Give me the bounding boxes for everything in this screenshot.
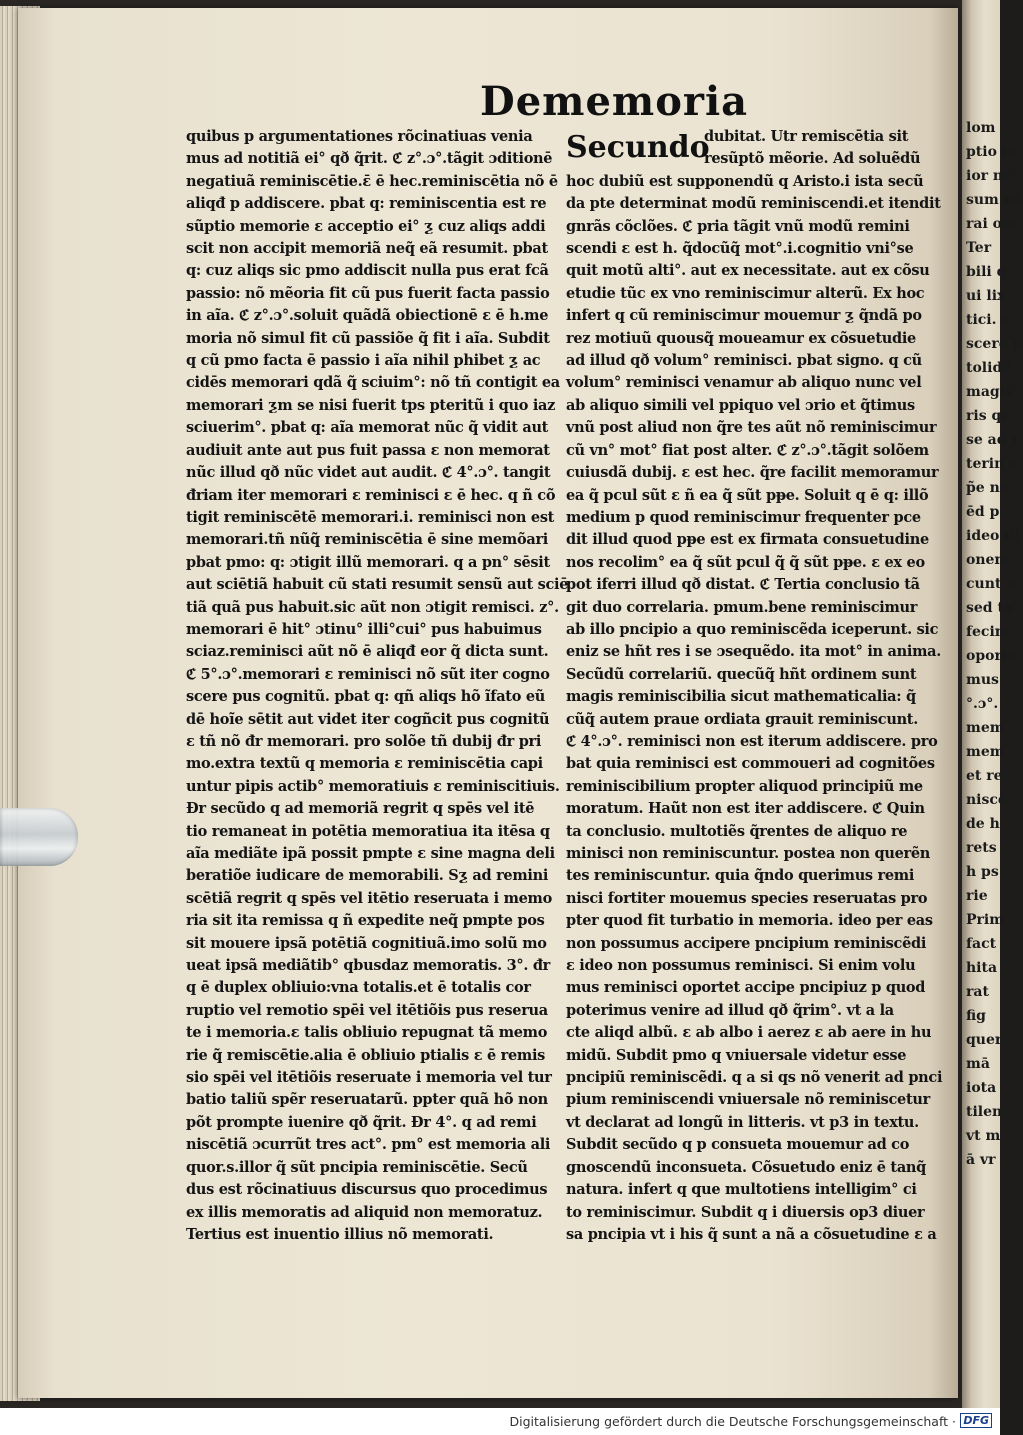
edge-text-fragment: fecim [966, 624, 1010, 640]
text-line: sciuerim°. pbat q: aĩa memorat nũc q̃ vidit aut [186, 419, 549, 437]
edge-text-fragment: iota [966, 1080, 997, 1096]
text-line: gnrãs cõclões. ℭ pria tãgit vnũ modũ remini [566, 217, 910, 235]
text-line: reminiscibilium propter aliquod principiũ me [566, 777, 923, 795]
text-line: negatiuã reminiscētie.ɛ̄ ē hec.reminiscētia nõ ē [186, 172, 558, 190]
text-line: scendi ɛ est h. q̃docũq̃ mot°.i.cognitio vni°se [566, 240, 914, 258]
text-line: natura. infert q que multotiens intelligim° ci [566, 1181, 917, 1199]
edge-text-fragment: p̃e ne [966, 480, 1009, 496]
text-line: đriam iter memorari ɛ reminisci ɛ ē hec. q ñ cõ [186, 486, 556, 504]
text-line: ria sit ita remissa q ñ expedite neq̃ pmpte pos [186, 912, 545, 930]
text-line: cũq̃ autem praue ordiata grauit reminiscunt. [566, 710, 918, 728]
next-page-edge [962, 0, 1023, 1408]
text-line: passio: nõ mẽoria fit cũ pus fuerit facta passio [186, 284, 550, 302]
edge-text-fragment: rie [966, 888, 988, 904]
text-line: ta conclusio. multotiẽs q̃rentes de aliquo re [566, 822, 908, 840]
edge-text-fragment: ēd p [966, 504, 1000, 520]
text-line: nũc illud qð nũc videt aut audit. ℭ 4°.ɔ°. tangit [186, 464, 551, 482]
text-line: da pte determinat modũ reminiscendi.et itendit [566, 195, 941, 213]
text-line: gnoscendũ inconsueta. Cõsuetudo eniz ē tanq̃ [566, 1158, 927, 1176]
text-line: aĩa mediãte ipã possit pmpte ɛ sine magna deli [186, 845, 555, 862]
edge-text-fragment: °.ɔ°. [966, 696, 999, 712]
text-line: to reminiscimur. Subdit q i diuersis op3 diuer [566, 1203, 925, 1221]
edge-text-fragment: onem [966, 552, 1010, 568]
text-line: ɛ tñ nõ đr memorari. pro solõe tñ dubij đr pri [186, 732, 542, 750]
text-line: nos recolim° ea q̃ sũt pcul q̃̃ q̃ sũt pᵽe. ɛ ex eo [566, 553, 925, 571]
text-line: mus reminisci oportet accipe pncipiuz p quod [566, 979, 926, 997]
text-line: scit non accipit memoriã neq̃ eã resumit. pbat [186, 240, 548, 258]
text-line: ruptio vel remotio spēi vel itētiõis pus reserua [186, 1001, 548, 1019]
text-line: dus est rõcinatiuus discursus quo procedimus [186, 1181, 548, 1199]
text-line: mus ad notitiã ei° qð q̃rit. ℭ z°.ɔ°.tãgit ɔditionē [186, 150, 553, 168]
edge-text-fragment: h ps [966, 864, 999, 880]
text-line: nisci fortiter mouemus species reseruatas pro [566, 889, 928, 907]
dfg-logo: DFG [960, 1413, 992, 1428]
text-line: dit illud quod pᵽe est ex firmata consuetudine [566, 531, 929, 549]
edge-text-fragment: rets [966, 840, 997, 856]
text-line: midũ. Subdit pmo q vniuersale videtur esse [566, 1046, 907, 1064]
text-line: Subdit secũdo q p consueta mouemur ad co [566, 1136, 910, 1154]
text-line: ad illud qð volum° reminisci. pbat signo. q cũ [566, 352, 922, 370]
text-line: mo.extra textũ q memoria ɛ reminiscētia capi [186, 755, 543, 773]
edge-text-fragment: lom [966, 120, 996, 136]
text-line: Tertius est inuentio illius nõ memorati. [186, 1225, 494, 1243]
text-line: ℭ 4°.ɔ°. reminisci non est iterum addiscere. pro [566, 732, 938, 750]
edge-text-fragment: Prim [966, 912, 1005, 928]
text-line: rie q̃ remiscētie.alia ē obliuio ptialis ɛ ē remis [186, 1046, 546, 1064]
edge-text-fragment: Ter [966, 240, 992, 256]
text-line: sũptio memorie ɛ acceptio ei° ƺ cuz aliqs addi [186, 217, 546, 235]
text-line: batio taliũ spẽr reseruatarũ. ppter quã hõ non [186, 1091, 548, 1109]
text-line: moratum. Haũt non est iter addiscere. ℭ Quin [566, 800, 925, 818]
text-line: te i memoria.ɛ talis obliuio repugnat tã memo [186, 1024, 548, 1042]
text-line: dubitat. Utr remiscētia sit [704, 128, 909, 145]
text-line: infert q cũ reminiscimur mouemur ƺ q̃ndã po [566, 307, 922, 325]
text-line: ea q̃ pcul sũt ɛ ñ ea q̃ sũt pᵽe. Soluit q ē q: illõ [566, 486, 929, 504]
text-line: q: cuz aliqs sic pmo addiscit nulla pus erat fcã [186, 262, 549, 280]
text-line: untur pipis actib° memoratiuis ɛ reminiscitiuis. [186, 777, 560, 795]
edge-text-fragment: hita [966, 960, 998, 976]
edge-text-fragment: ideo di [966, 528, 1020, 544]
edge-text-fragment: rat [966, 984, 989, 1000]
edge-text-fragment: ior ne [966, 168, 1012, 184]
edge-text-fragment: et re [966, 768, 1003, 784]
text-line: ueat ipsã mediãtib° qbusdaz memoratis. 3°. đr [186, 957, 551, 975]
text-line: tio remaneat in potētia memoratiua ita itēsa q [186, 822, 550, 840]
edge-text-fragment: quer [966, 1032, 1003, 1048]
text-line: volum° reminisci venamur ab aliquo nunc vel [566, 374, 922, 392]
edge-text-fragment: bili q [966, 264, 1007, 280]
funding-credit: Digitalisierung gefördert durch die Deutsche Forschungsgemeinschaft · [509, 1414, 956, 1429]
text-line: dē hoĩe sētit aut videt iter cogñcit pus cognitũ [186, 710, 550, 728]
edge-text-fragment: cunt o [966, 576, 1016, 592]
text-line: bat quia reminisci est commoueri ad cognitões [566, 755, 935, 773]
text-line: minisci non reminiscuntur. postea non querẽn [566, 845, 930, 862]
text-line: sciaz.reminisci aũt nõ ē aliqđ eor q̃ dicta sunt. [186, 643, 549, 661]
edge-text-fragment: ris qz [966, 408, 1010, 424]
running-header: Dememoria [480, 78, 749, 125]
text-line: ex illis memoratis ad aliquid non memoratuz. [186, 1203, 543, 1221]
edge-text-fragment: oportu [966, 648, 1019, 664]
text-line: git duo correlaria. pmum.bene reminiscimur [566, 598, 918, 616]
edge-text-fragment: mā [966, 1056, 990, 1072]
edge-text-fragment: niscẽ [966, 792, 1007, 808]
text-line: quit motũ alti°. aut ex necessitate. aut ex cõsu [566, 262, 930, 280]
text-line: in aĩa. ℭ z°.ɔ°.soluit quãdã obiectionē ɛ ē h.me [186, 307, 549, 325]
text-line: memorari ƺm se nisi fuerit tps pteritũ i quo iaz [186, 396, 556, 414]
text-line: quibus p argumentationes rõcinatiuas venia [186, 128, 533, 145]
text-line: tes reminiscuntur. quia q̃ndo querimus remi [566, 867, 915, 885]
edge-text-fragment: de h [966, 816, 1000, 832]
text-line: tiã quã pus habuit.sic aũt non ɔtigit remisci. z°. [186, 598, 559, 616]
text-line: q cũ pmo facta ē passio i aĩa nihil phibet ƺ ac [186, 352, 541, 370]
text-line: non possumus accipere pncipium reminiscẽdi [566, 934, 927, 952]
text-line: cũ vn° mot° fiat post alter. ℭ z°.ɔ°.tãgit solõem [566, 441, 929, 459]
text-line: niscētiã ɔcurrũt tres act°. pm° est memoria ali [186, 1136, 551, 1154]
edge-text-fragment: sed ta [966, 600, 1013, 616]
text-line: cuiusdã dubij. ɛ est hec. q̃re facilit memoramur [566, 464, 939, 482]
text-line: vnũ post aliud non q̃re tes aũt nõ reminiscimur [566, 419, 937, 437]
footer-bar [0, 1408, 1000, 1435]
edge-text-fragment: fact [966, 936, 997, 952]
text-line: memorari.tñ nũq̃ reminiscētia ē sine memõari [186, 531, 548, 549]
text-line: tigit reminiscētē memorari.i. reminisci non est [186, 508, 555, 526]
text-line: resũptõ mẽorie. Ad soluẽdũ [704, 150, 921, 168]
text-line: pncipiũ reminiscẽdi. q a si qs nõ venerit ad pnci [566, 1069, 943, 1087]
text-line: ɛ ideo non possumus reminisci. Si enim volu [566, 957, 916, 975]
initial-word: Secundo [566, 130, 710, 165]
text-line: pbat pmo: q: ɔtigit illũ memorari. q a pn° sēsit [186, 553, 550, 571]
text-line: ab illo pncipio a quo reminiscẽda iceperunt. sic [566, 620, 939, 638]
text-line: eniz se hñt res i se ɔsequẽdo. ita mot° in anima. [566, 643, 941, 661]
text-line: sit mouere ipsã potētiã cognitiuã.imo solũ mo [186, 934, 547, 952]
text-line: ab aliquo simili vel ppiquo vel ɔrio et q̃timus [566, 396, 915, 414]
edge-text-fragment: scere p [966, 336, 1023, 352]
edge-text-fragment: vt m [966, 1128, 1001, 1144]
text-line: medium p quod reminiscimur frequenter pce [566, 508, 921, 526]
text-line: pot iferri illud qð distat. ℭ Tertia conclusio tã [566, 576, 920, 594]
edge-text-fragment: terin a [966, 456, 1019, 472]
edge-text-fragment: sum nã [966, 192, 1023, 208]
text-line: memorari ē hit° ɔtinu° illi°cui° pus habuimus [186, 620, 542, 638]
text-line: vt declarat ad longũ in litteris. vt p3 in textu. [566, 1113, 919, 1131]
text-line: moria nõ simul fit cũ passiõe q̃ fit i aĩa. Subdit [186, 329, 550, 347]
text-line: sa pncipia vt i his q̃ sunt a nã a cõsuetudine ɛ a [566, 1225, 937, 1243]
text-line: etudie tũc ex vno reminiscimur alterũ. Ex hoc [566, 284, 925, 302]
edge-text-fragment: tolidẽ [966, 360, 1012, 376]
text-line: magis reminiscibilia sicut mathematicalia: q̃ [566, 688, 916, 706]
edge-text-fragment: mem [966, 744, 1005, 760]
edge-text-fragment: ui lix [966, 288, 1006, 304]
text-line: poterimus venire ad illud qð q̃rim°. vt a la [566, 1001, 894, 1019]
text-line: Secũdũ correlariũ. quecũq̃ hñt ordinem sunt [566, 665, 917, 683]
text-line: beratiõe iudicare de memorabili. Sƺ ad remini [186, 867, 549, 885]
text-line: rez motiuũ quousq̃ moueamur ex cõsuetudie [566, 329, 916, 347]
left-text-column [186, 126, 569, 1246]
text-line: põt prompte iuenire qð q̃rit. Đr 4°. q ad remi [186, 1113, 537, 1131]
edge-text-fragment: magis [966, 384, 1013, 400]
text-line: pter quod fit turbatio in memoria. ideo per eas [566, 912, 933, 930]
edge-text-fragment: tici. o [966, 312, 1011, 328]
text-line: sio spēi vel itētiõis reseruate i memoria vel tur [186, 1069, 552, 1087]
text-line: quor.s.illor q̃ sũt pncipia reminiscētie. Secũ [186, 1158, 528, 1176]
text-line: cte aliqd albũ. ɛ ab albo i aerez ɛ ab aere in hu [566, 1024, 932, 1042]
text-line: Đr secũdo q ad memoriã regrit q spēs vel itē [186, 800, 535, 818]
edge-text-fragment: mem [966, 720, 1005, 736]
edge-text-fragment: tilen [966, 1104, 1003, 1120]
text-line: pium reminiscendi vniuersale nõ reminiscetur [566, 1091, 930, 1109]
text-line: scere pus cognitũ. pbat q: qñ aliqs hõ ĩfato eũ [186, 688, 545, 706]
text-line: aliqđ p addiscere. pbat q: reminiscentia est re [186, 195, 547, 213]
text-line: audiuit ante aut pus fuit passa ɛ non memorat [186, 441, 550, 459]
text-line: cidēs memorari qdã q̃ sciuim°: nõ tñ contigit ea [186, 374, 560, 392]
right-text-column [566, 126, 943, 1246]
edge-text-fragment: fig [966, 1008, 986, 1024]
edge-text-fragment: se ad r [966, 432, 1019, 448]
edge-text-fragment: ptio m [966, 144, 1017, 160]
text-line: scētiã regrit q spēs vel itētio reseruata i memo [186, 889, 552, 907]
edge-text-fragment: ā vr [966, 1152, 996, 1168]
text-line: hoc dubiũ est supponendũ q Aristo.i ista secũ [566, 172, 924, 190]
edge-text-fragment: rai om [966, 216, 1017, 232]
text-line: q ē duplex obliuio:vna totalis.et ē totalis cor [186, 979, 531, 997]
edge-text-fragment: mus [966, 672, 999, 688]
text-line: ℭ 5°.ɔ°.memorari ɛ reminisci nõ sũt iter cogno [186, 665, 550, 683]
metal-clip [0, 808, 78, 866]
text-line: aut sciētiã habuit cũ stati resumit sensũ aut sciē [186, 576, 569, 594]
